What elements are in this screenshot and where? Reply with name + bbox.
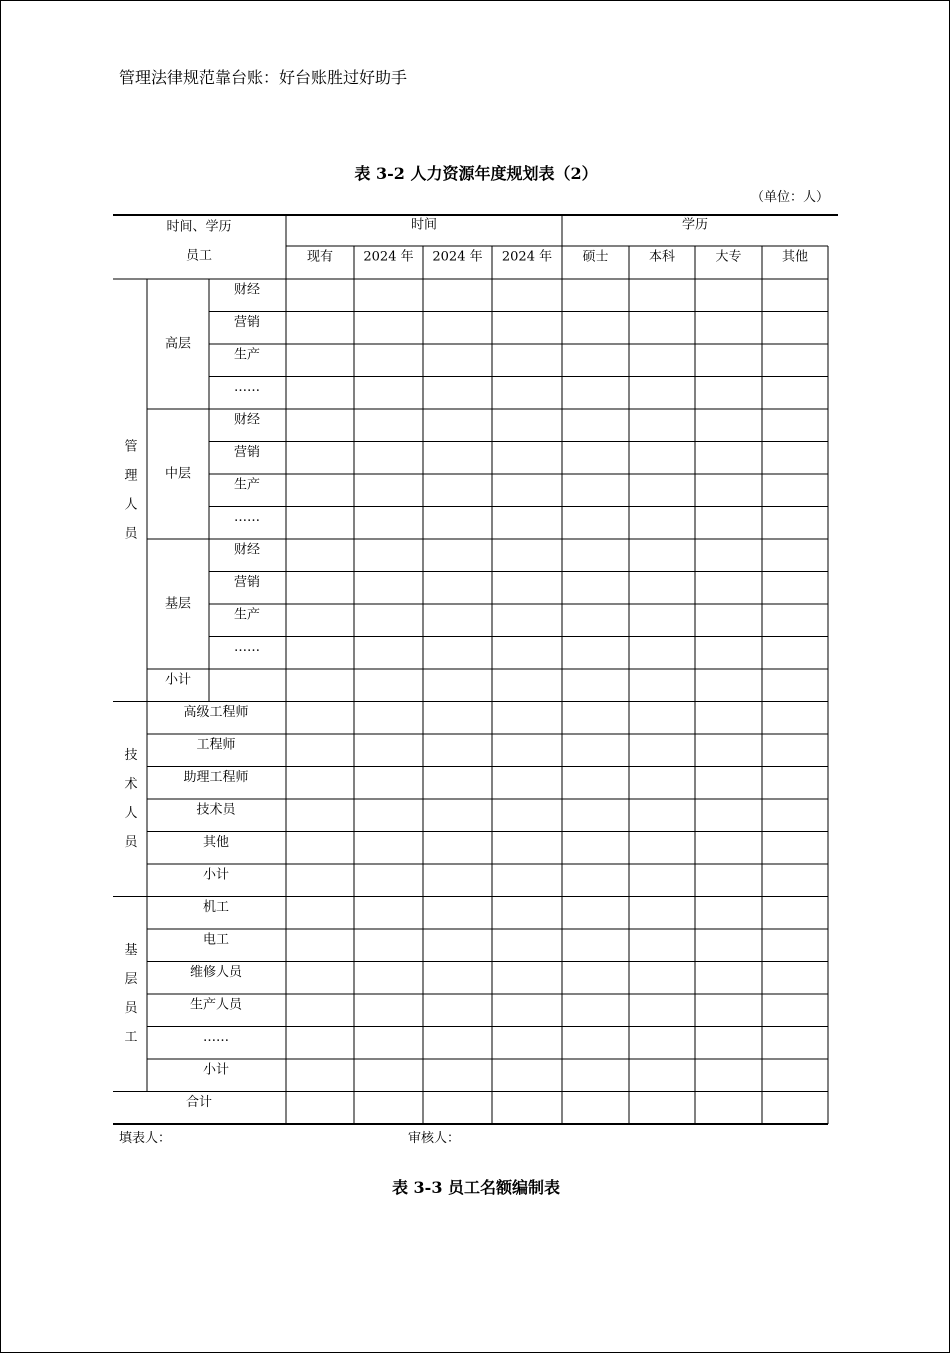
- level-label: 高层: [164, 336, 192, 352]
- column-group-education: 学历: [681, 217, 709, 233]
- row-label: ……: [234, 640, 260, 655]
- row-label: 电工: [202, 932, 230, 948]
- row-label: 生产: [233, 347, 261, 363]
- row-label: ……: [234, 510, 260, 525]
- section-label: 人: [124, 806, 138, 821]
- section-label: 基: [124, 943, 138, 958]
- section-label: 员: [124, 1001, 138, 1016]
- column-header: 2024 年: [501, 249, 553, 265]
- section-label: 层: [124, 972, 138, 987]
- section-label: 理: [124, 468, 138, 484]
- row-label: 生产: [233, 607, 261, 623]
- row-label: 生产: [233, 477, 261, 493]
- row-label: 小计: [202, 867, 230, 883]
- row-label: 生产人员: [189, 997, 243, 1013]
- total-label: 合计: [185, 1095, 213, 1110]
- planning-table: [1, 1, 950, 1354]
- column-header: 其他: [781, 249, 809, 265]
- column-header: 硕士: [582, 249, 609, 265]
- row-label: ……: [234, 380, 260, 395]
- level-label: 中层: [164, 466, 192, 482]
- row-label: 小计: [202, 1062, 230, 1078]
- section-label: 术: [124, 777, 138, 792]
- row-label: 技术员: [196, 802, 236, 818]
- column-group-time: 时间: [410, 217, 438, 233]
- column-header: 2024 年: [363, 249, 414, 265]
- section-label: 人: [124, 497, 138, 513]
- section-label: 员: [124, 526, 138, 542]
- row-label: 财经: [233, 542, 261, 558]
- row-label: 工程师: [196, 737, 236, 753]
- unit-note: （单位：人）: [750, 190, 829, 205]
- row-label: 高级工程师: [183, 705, 249, 720]
- section-label: 工: [124, 1030, 138, 1045]
- row-label: 维修人员: [189, 965, 243, 980]
- corner-header-top: 时间、学历: [166, 219, 232, 235]
- row-label: 小计: [164, 672, 192, 688]
- column-header: 大专: [715, 249, 742, 265]
- row-label: 财经: [233, 282, 261, 298]
- row-label: 机工: [202, 900, 230, 915]
- filler-label: 填表人：: [119, 1131, 172, 1146]
- row-label: 营销: [233, 315, 261, 330]
- corner-header-bottom: 员工: [185, 248, 213, 264]
- row-label: 其他: [202, 835, 230, 850]
- row-label: 营销: [233, 445, 261, 460]
- column-header: 2024 年: [432, 249, 483, 265]
- reviewer-label: 审核人：: [408, 1131, 461, 1146]
- table-caption: 表 3-2 人力资源年度规划表（2）: [354, 164, 598, 183]
- column-header: 现有: [306, 249, 334, 265]
- row-label: 助理工程师: [183, 770, 249, 785]
- section-label: 技: [124, 748, 138, 763]
- section-label: 管: [124, 439, 138, 455]
- column-header: 本科: [648, 249, 676, 265]
- level-label: 基层: [164, 596, 192, 612]
- running-header: 管理法律规范靠台账：好台账胜过好助手: [119, 68, 408, 87]
- row-label: 营销: [233, 575, 261, 590]
- next-table-caption: 表 3-3 员工名额编制表: [391, 1178, 561, 1197]
- row-label: ……: [203, 1030, 229, 1045]
- section-label: 员: [124, 835, 138, 850]
- row-label: 财经: [233, 412, 261, 428]
